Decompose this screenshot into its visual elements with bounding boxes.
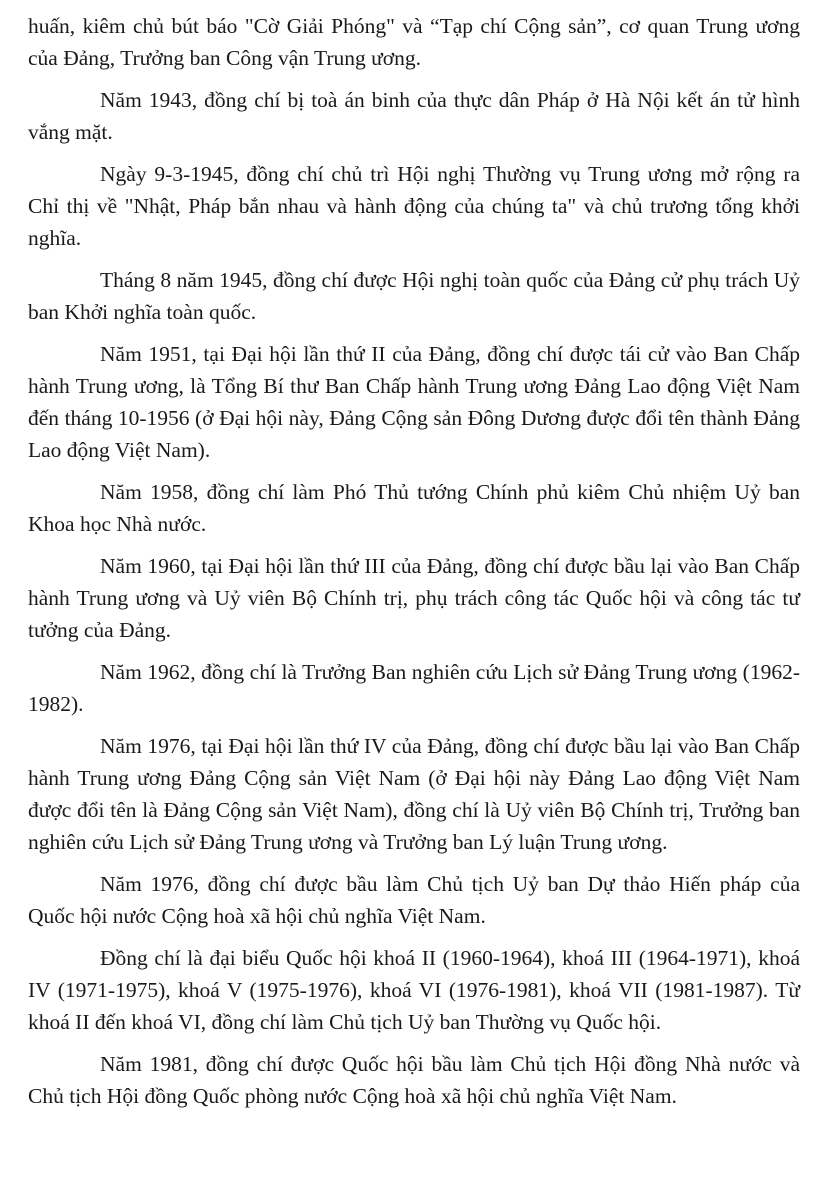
paragraph-national-assembly: Đồng chí là đại biểu Quốc hội khoá II (1960-1964), khoá III (1964-1971), khoá IV (1971-1975), khoá V (1975-1976), khoá VI (1976-1981), khoá VII (1981-1987). Từ khoá II đến khoá VI, đồng chí làm Chủ tịch Uỷ ban Thường vụ Quốc hội. — [28, 946, 800, 1034]
paragraph-1976-congress: Năm 1976, tại Đại hội lần thứ IV của Đảng, đồng chí được bầu lại vào Ban Chấp hành Trung ương Đảng Cộng sản Việt Nam (ở Đại hội này Đảng Lao động Việt Nam được đổi tên là Đảng Cộng sản Việt Nam), đồng chí là Uỷ viên Bộ Chính trị, Trưởng ban nghiên cứu Lịch sử Đảng Trung ương và Trưởng ban Lý luận Trung ương. — [28, 734, 800, 854]
paragraph-9-3-1945: Ngày 9-3-1945, đồng chí chủ trì Hội nghị Thường vụ Trung ương mở rộng ra Chỉ thị về "Nhật, Pháp bắn nhau và hành động của chúng ta" và chủ trương tổng khởi nghĩa. — [28, 162, 800, 250]
paragraph-1960: Năm 1960, tại Đại hội lần thứ III của Đảng, đồng chí được bầu lại vào Ban Chấp hành Trung ương và Uỷ viên Bộ Chính trị, phụ trách công tác Quốc hội và công tác tư tưởng của Đảng. — [28, 554, 800, 642]
paragraph-1958: Năm 1958, đồng chí làm Phó Thủ tướng Chính phủ kiêm Chủ nhiệm Uỷ ban Khoa học Nhà nước. — [28, 480, 800, 536]
paragraph-1962: Năm 1962, đồng chí là Trưởng Ban nghiên cứu Lịch sử Đảng Trung ương (1962-1982). — [28, 660, 800, 716]
paragraph-1976-constitution: Năm 1976, đồng chí được bầu làm Chủ tịch Uỷ ban Dự thảo Hiến pháp của Quốc hội nước Cộng hoà xã hội chủ nghĩa Việt Nam. — [28, 872, 800, 928]
paragraph-1943: Năm 1943, đồng chí bị toà án binh của thực dân Pháp ở Hà Nội kết án tử hình vắng mặt. — [28, 88, 800, 144]
paragraph-1951: Năm 1951, tại Đại hội lần thứ II của Đảng, đồng chí được tái cử vào Ban Chấp hành Trung ương, là Tổng Bí thư Ban Chấp hành Trung ương Đảng Lao động Việt Nam đến tháng 10-1956 (ở Đại hội này, Đảng Cộng sản Đông Dương được đổi tên thành Đảng Lao động Việt Nam). — [28, 342, 800, 462]
paragraph-1981: Năm 1981, đồng chí được Quốc hội bầu làm Chủ tịch Hội đồng Nhà nước và Chủ tịch Hội đồng Quốc phòng nước Cộng hoà xã hội chủ nghĩa Việt Nam. — [28, 1052, 800, 1108]
paragraph-continued: huấn, kiêm chủ bút báo "Cờ Giải Phóng" và “Tạp chí Cộng sản”, cơ quan Trung ương của Đảng, Trưởng ban Công vận Trung ương. — [28, 14, 800, 70]
paragraph-aug-1945: Tháng 8 năm 1945, đồng chí được Hội nghị toàn quốc của Đảng cử phụ trách Uỷ ban Khởi nghĩa toàn quốc. — [28, 268, 800, 324]
